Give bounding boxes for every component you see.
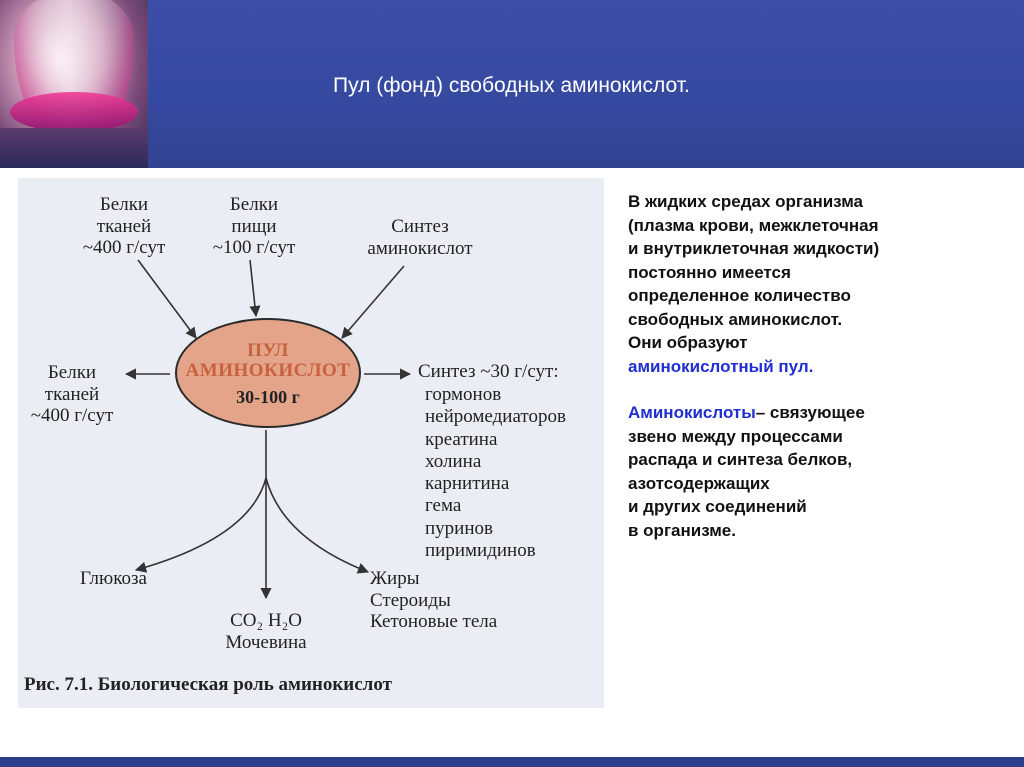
desc-line: в организме.	[628, 520, 736, 540]
pool-label-line2: АМИНОКИСЛОТ	[185, 360, 351, 381]
arrow-food-proteins	[250, 260, 256, 316]
pool-amount: 30-100 г	[236, 387, 300, 407]
slide-header	[0, 0, 1024, 168]
synthesis-item: пиримидинов	[425, 540, 536, 562]
desc-line: азотсодержащих	[628, 473, 770, 493]
food-proteins-line1: Белки	[229, 194, 279, 215]
desc-line: распада и синтеза белков,	[628, 450, 853, 469]
synthesis-header: Синтез ~30 г/сут:	[418, 361, 559, 382]
synthesis-item: гормонов	[425, 384, 502, 405]
fats-line2: Стероиды	[370, 589, 451, 611]
fats-line3: Кетоновые тела	[370, 611, 498, 632]
final-products-line1: CO₂ H₂O	[230, 610, 302, 631]
glucose-label: Глюкоза	[80, 568, 147, 589]
tissue-proteins-out-line1: Белки	[47, 362, 97, 383]
tissue-proteins-out-line2: тканей	[44, 383, 100, 405]
desc-line: свободных аминокислот.	[628, 309, 843, 329]
synthesis-item: пуринов	[425, 517, 493, 539]
desc-gap	[628, 378, 1008, 401]
slide-footer-bar	[0, 757, 1024, 767]
tissue-proteins-in-line1: Белки	[99, 194, 149, 215]
flask-image	[0, 0, 148, 168]
arrow-fats	[266, 478, 368, 572]
synthesis-item: карнитина	[425, 473, 510, 495]
aa-synthesis-line2: аминокислот	[367, 237, 473, 259]
slide-title: Пул (фонд) свободных аминокислот.	[333, 74, 690, 97]
pool-label	[176, 341, 360, 381]
desc-line: Они образуют	[628, 333, 748, 352]
final-products-line2: Мочевина	[225, 631, 307, 653]
tissue-proteins-in-label	[74, 194, 174, 259]
pool-label-line1: ПУЛ	[247, 340, 289, 361]
synthesis-item: холина	[425, 450, 482, 472]
amino-acid-pool-figure	[18, 178, 604, 708]
final-products-label	[206, 610, 326, 653]
figure-caption: Рис. 7.1. Биологическая роль аминокислот	[24, 674, 392, 695]
synthesis-item: нейромедиаторов	[425, 406, 566, 428]
desc-line	[628, 401, 1008, 425]
food-proteins-line2: пищи	[231, 215, 277, 237]
desc-line: и внутриклеточная жидкости)	[628, 239, 880, 258]
flask-liquid	[10, 92, 138, 132]
synthesis-list	[425, 384, 566, 562]
amino-acid-pool	[176, 319, 360, 427]
tissue-proteins-out-line3: ~400 г/сут	[30, 405, 114, 426]
flask-base	[0, 128, 148, 168]
food-proteins-line3: ~100 г/сут	[212, 237, 296, 258]
description-text	[628, 190, 1008, 542]
desc-line: и других соединений	[628, 497, 807, 516]
tissue-proteins-out-label	[22, 362, 122, 427]
fats-line1: Жиры	[370, 568, 420, 589]
aa-synthesis-line1: Синтез	[391, 216, 449, 237]
arrow-glucose	[136, 478, 266, 570]
aa-synthesis-label	[358, 216, 482, 259]
desc-highlight-pool: аминокислотный пул.	[628, 356, 814, 376]
fats-label	[370, 568, 497, 633]
synthesis-item: гема	[425, 495, 462, 517]
synthesis-item: креатина	[425, 428, 498, 450]
desc-line: постоянно имеется	[628, 262, 791, 282]
desc-line: (плазма крови, межклеточная	[628, 215, 879, 235]
food-proteins-label	[204, 194, 304, 259]
desc-line-rest: – связующее	[755, 403, 865, 422]
desc-line: определенное количество	[628, 286, 851, 305]
desc-highlight-aminoacids: Аминокислоты	[628, 403, 756, 422]
desc-line: звено между процессами	[628, 426, 843, 446]
tissue-proteins-in-line3: ~400 г/сут	[82, 237, 166, 258]
tissue-proteins-in-line2: тканей	[96, 215, 152, 237]
desc-line: В жидких средах организма	[628, 192, 864, 211]
